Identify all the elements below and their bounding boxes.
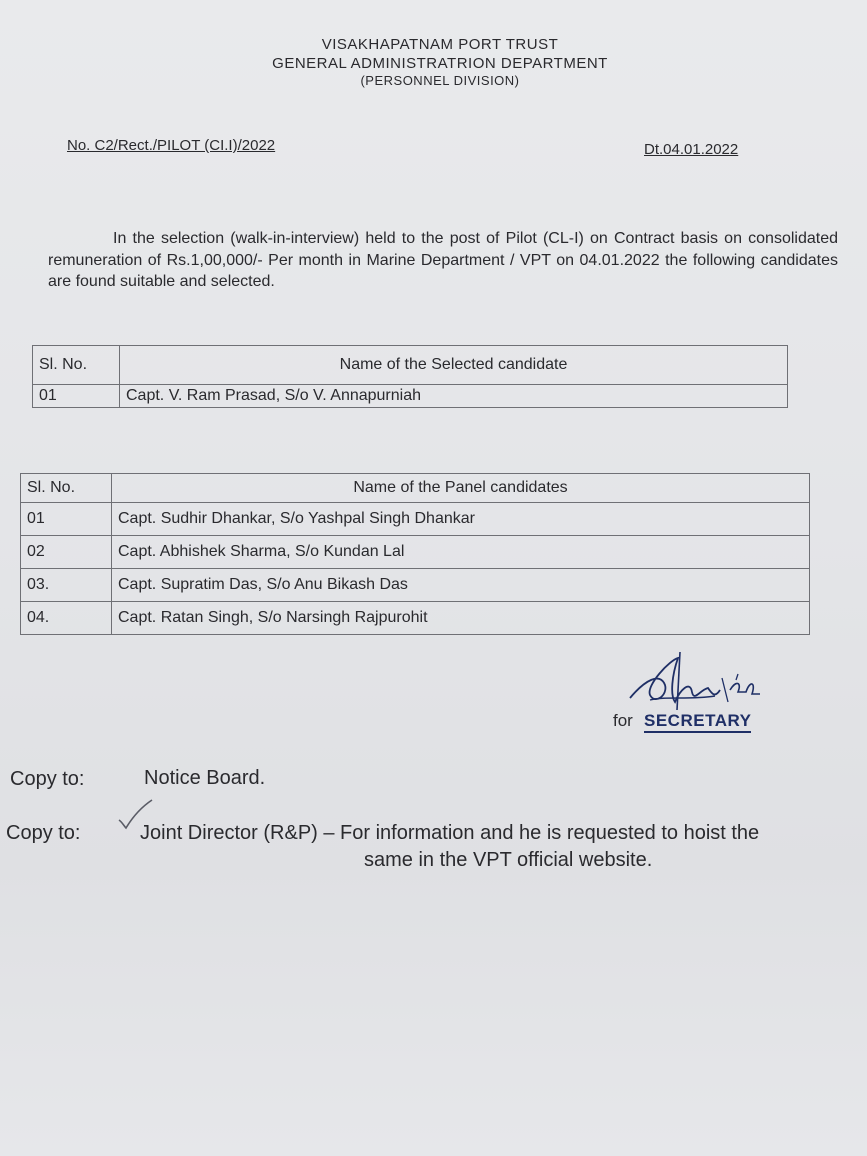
candidate-name-cell: Capt. Abhishek Sharma, S/o Kundan Lal — [112, 536, 810, 569]
table-row — [21, 602, 810, 635]
table-header-row — [33, 346, 788, 385]
copy-to-text-line: same in the VPT official website. — [364, 849, 653, 871]
org-name: VISAKHAPATNAM PORT TRUST — [321, 36, 559, 53]
column-header-name: Name of the Selected candidate — [120, 346, 788, 385]
department-name: GENERAL ADMINISTRATRION DEPARTMENT — [272, 55, 608, 72]
sl-no-cell: 03. — [21, 569, 112, 602]
candidate-name-cell: Capt. V. Ram Prasad, S/o V. Annapurniah — [120, 385, 788, 408]
candidate-name-cell: Capt. Ratan Singh, S/o Narsingh Rajpurohit — [112, 602, 810, 635]
table-row — [21, 569, 810, 602]
panel-candidates-table — [20, 473, 810, 635]
sl-no-cell: 01 — [33, 385, 120, 408]
handwritten-signature — [620, 650, 790, 720]
column-header-sl-no: Sl. No. — [21, 474, 112, 503]
table-header-row — [21, 474, 810, 503]
candidate-name-cell: Capt. Sudhir Dhankar, S/o Yashpal Singh Dhankar — [112, 503, 810, 536]
reference-date: Dt.04.01.2022 — [644, 141, 739, 158]
column-header-name: Name of the Panel candidates — [112, 474, 810, 503]
signatory-title: SECRETARY — [644, 711, 751, 733]
sl-no-cell: 01 — [21, 503, 112, 536]
copy-to-text-line: Joint Director (R&P) – For information and he is requested to hoist the — [140, 822, 760, 844]
table-row — [21, 503, 810, 536]
body-paragraph: In the selection (walk-in-interview) held to the post of Pilot (CL-I) on Contract basis on consolidated remuneration of Rs.1,00,000/- Per month in Marine Department / VPT on 04.01.2022 the following candidates are found suitable and selected. — [48, 230, 838, 290]
copy-to-recipient: Notice Board. — [144, 767, 266, 789]
copy-to-recipient — [140, 820, 860, 874]
sl-no-cell: 02 — [21, 536, 112, 569]
sl-no-cell: 04. — [21, 602, 112, 635]
reference-number: No. C2/Rect./PILOT (CI.I)/2022 — [67, 137, 276, 154]
table-row — [33, 385, 788, 408]
copy-to-label: Copy to: — [6, 822, 81, 844]
column-header-sl-no: Sl. No. — [33, 346, 120, 385]
table-row — [21, 536, 810, 569]
selected-candidates-table — [32, 345, 788, 408]
for-label: for — [613, 711, 633, 730]
candidate-name-cell: Capt. Supratim Das, S/o Anu Bikash Das — [112, 569, 810, 602]
division-name: (PERSONNEL DIVISION) — [360, 73, 520, 88]
copy-to-label: Copy to: — [10, 768, 85, 790]
